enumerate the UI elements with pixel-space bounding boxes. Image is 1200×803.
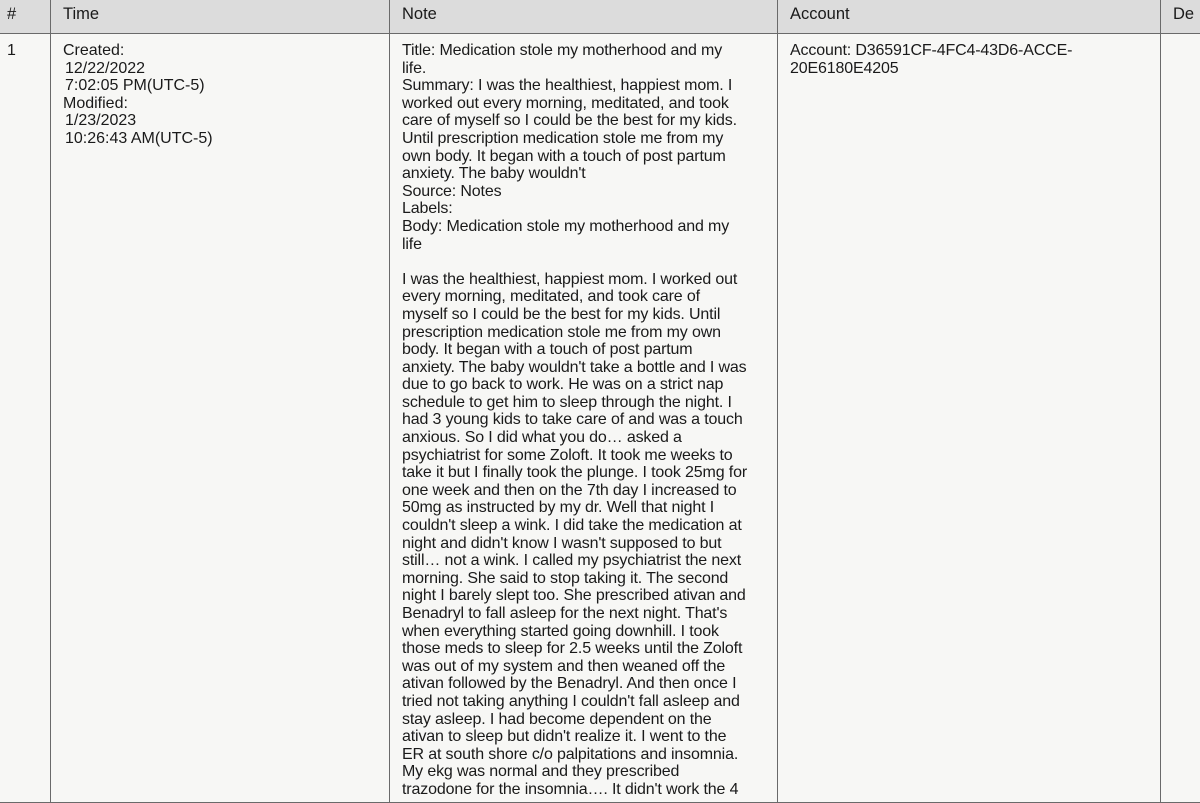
created-label: Created: bbox=[63, 42, 389, 60]
created-date: 12/22/2022 bbox=[63, 60, 389, 78]
column-header-number: # bbox=[0, 0, 51, 34]
table-row bbox=[0, 34, 1200, 803]
modified-label: Modified: bbox=[63, 95, 389, 113]
table-header-row bbox=[0, 0, 1200, 34]
created-time: 7:02:05 PM(UTC-5) bbox=[63, 77, 389, 95]
cell-extra bbox=[1161, 34, 1200, 803]
column-header-account: Account bbox=[778, 0, 1161, 34]
modified-date: 1/23/2023 bbox=[63, 112, 389, 130]
modified-time: 10:26:43 AM(UTC-5) bbox=[63, 130, 389, 148]
column-header-time: Time bbox=[51, 0, 390, 34]
cell-row-number: 1 bbox=[0, 34, 51, 803]
column-header-extra: De bbox=[1161, 0, 1200, 34]
column-header-note: Note bbox=[390, 0, 778, 34]
account-text: Account: D36591CF-4FC4-43D6-ACCE- 20E6180E4205 bbox=[790, 42, 1150, 77]
cell-note bbox=[390, 34, 778, 803]
note-text: Title: Medication stole my motherhood and my life. Summary: I was the healthiest, happiest mom. I worked out every morning, meditated, and took care of myself so I could be the best for my kids. Until prescription medication stole me from my own body. It began with a touch of post partum anxiety. The baby wouldn't Source: Notes Labels: Body: Medication stole my motherhood and my life I was the healthiest, happiest mom. I worked out every morning, meditated, and took care of myself so I could be the best for my kids. Until prescription medication stole me from my own body. It began with a touch of post partum anxiety. The baby wouldn't take a bottle and I was due to go back to work. He was on a strict nap schedule to get him to sleep through the night. I had 3 young kids to take care of and was a touch anxious. So I did what you do… asked a psychiatrist for some Zoloft. It took me weeks to take it but I finally took the plunge. I took 25mg for one week and then on the 7th day I increased to 50mg as instructed by my dr. Well that night I couldn't sleep a wink. I did take the medication at night and didn't know I wasn't supposed to but still… not a wink. I called my psychiatrist the next morning. She said to stop taking it. The second night I barely slept too. She prescribed ativan and Benadryl to fall asleep for the next night. That's when everything started going downhill. I took those meds to sleep for 2.5 weeks until the Zoloft was out of my system and then weaned off the ativan followed by the Benadryl. And then once I tried not taking anything I couldn't fall asleep and stay asleep. I had become dependent on the ativan to sleep but didn't realize it. I went to the ER at south shore c/o palpitations and insomnia. My ekg was normal and they prescribed trazodone for the insomnia…. It didn't work the 4 bbox=[402, 42, 772, 799]
cell-account bbox=[778, 34, 1161, 803]
cell-time bbox=[51, 34, 390, 803]
